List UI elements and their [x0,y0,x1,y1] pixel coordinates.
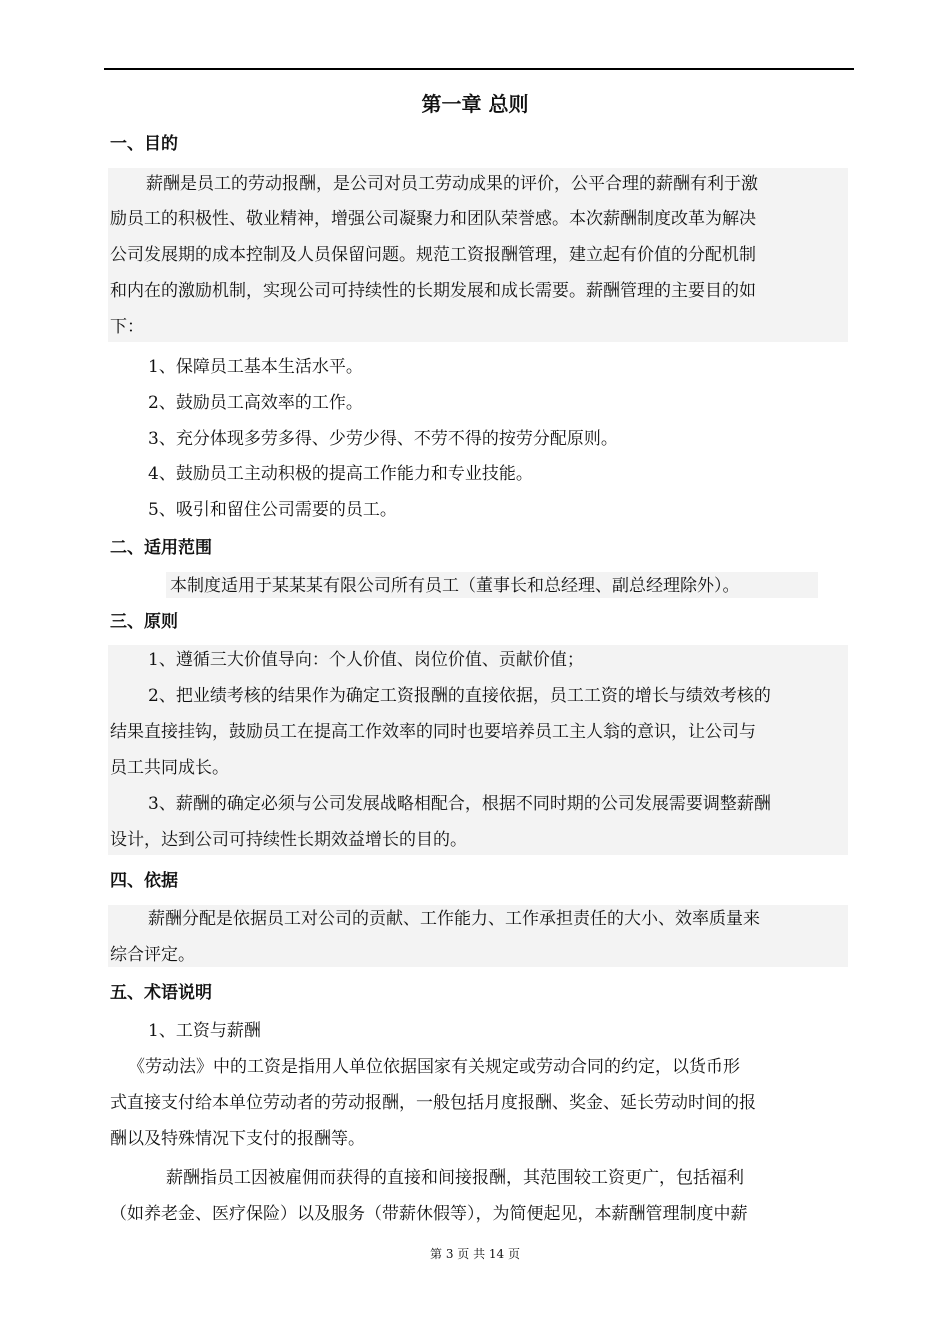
purpose-item-2: 2、鼓励员工高效率的工作。 [148,393,363,413]
basis-line-1: 薪酬分配是依据员工对公司的贡献、工作能力、工作承担责任的大小、效率质量来 [148,909,760,929]
purpose-line-2: 励员工的积极性、敬业精神，增强公司凝聚力和团队荣誉感。本次薪酬制度改革为解决 [110,209,756,229]
purpose-item-1: 1、保障员工基本生活水平。 [148,357,363,377]
principle-line-5: 3、薪酬的确定必须与公司发展战略相配合，根据不同时期的公司发展需要调整薪酬 [148,794,771,814]
principle-line-4: 员工共同成长。 [110,758,229,778]
section-heading-basis: 四、依据 [110,871,178,891]
purpose-line-1: 薪酬是员工的劳动报酬，是公司对员工劳动成果的评价，公平合理的薪酬有利于激 [146,174,758,194]
terms-line-2: 式直接支付给本单位劳动者的劳动报酬，一般包括月度报酬、奖金、延长劳动时间的报 [110,1093,756,1113]
section-heading-terms: 五、术语说明 [110,983,212,1003]
section-heading-principles: 三、原则 [110,612,178,632]
basis-line-2: 综合评定。 [110,945,195,965]
principle-line-2: 2、把业绩考核的结果作为确定工资报酬的直接依据，员工工资的增长与绩效考核的 [148,686,771,706]
section-heading-scope: 二、适用范围 [110,538,212,558]
section-heading-purpose: 一、目的 [110,134,178,154]
principle-line-1: 1、遵循三大价值导向：个人价值、岗位价值、贡献价值； [148,650,584,670]
purpose-line-3: 公司发展期的成本控制及人员保留问题。规范工资报酬管理，建立起有价值的分配机制 [110,245,756,265]
shade-principle-paragraph [108,645,848,855]
chapter-title: 第一章 总则 [421,92,529,116]
terms-line-3: 酬以及特殊情况下支付的报酬等。 [110,1129,365,1149]
scope-line-1: 本制度适用于某某某有限公司所有员工（董事长和总经理、副总经理除外）。 [170,576,740,596]
purpose-line-5: 下： [110,317,144,337]
header-rule [104,68,854,70]
purpose-item-5: 5、吸引和留住公司需要的员工。 [148,500,397,520]
terms-line-1: 《劳动法》中的工资是指用人单位依据国家有关规定或劳动合同的约定，以货币形 [128,1057,740,1077]
principle-line-6: 设计，达到公司可持续性长期效益增长的目的。 [110,830,467,850]
terms-subheading: 1、工资与薪酬 [148,1021,261,1041]
principle-line-3: 结果直接挂钩，鼓励员工在提高工作效率的同时也要培养员工主人翁的意识，让公司与 [110,722,756,742]
purpose-item-4: 4、鼓励员工主动积极的提高工作能力和专业技能。 [148,464,533,484]
terms-line-4: 薪酬指员工因被雇佣而获得的直接和间接报酬，其范围较工资更广，包括福利 [166,1168,744,1188]
purpose-line-4: 和内在的激励机制，实现公司可持续性的长期发展和成长需要。薪酬管理的主要目的如 [110,281,756,301]
purpose-item-3: 3、充分体现多劳多得、少劳少得、不劳不得的按劳分配原则。 [148,429,618,449]
terms-line-5: （如养老金、医疗保险）以及服务（带薪休假等），为简便起见，本薪酬管理制度中薪 [110,1204,748,1224]
page-number-footer: 第 3 页 共 14 页 [430,1247,520,1261]
